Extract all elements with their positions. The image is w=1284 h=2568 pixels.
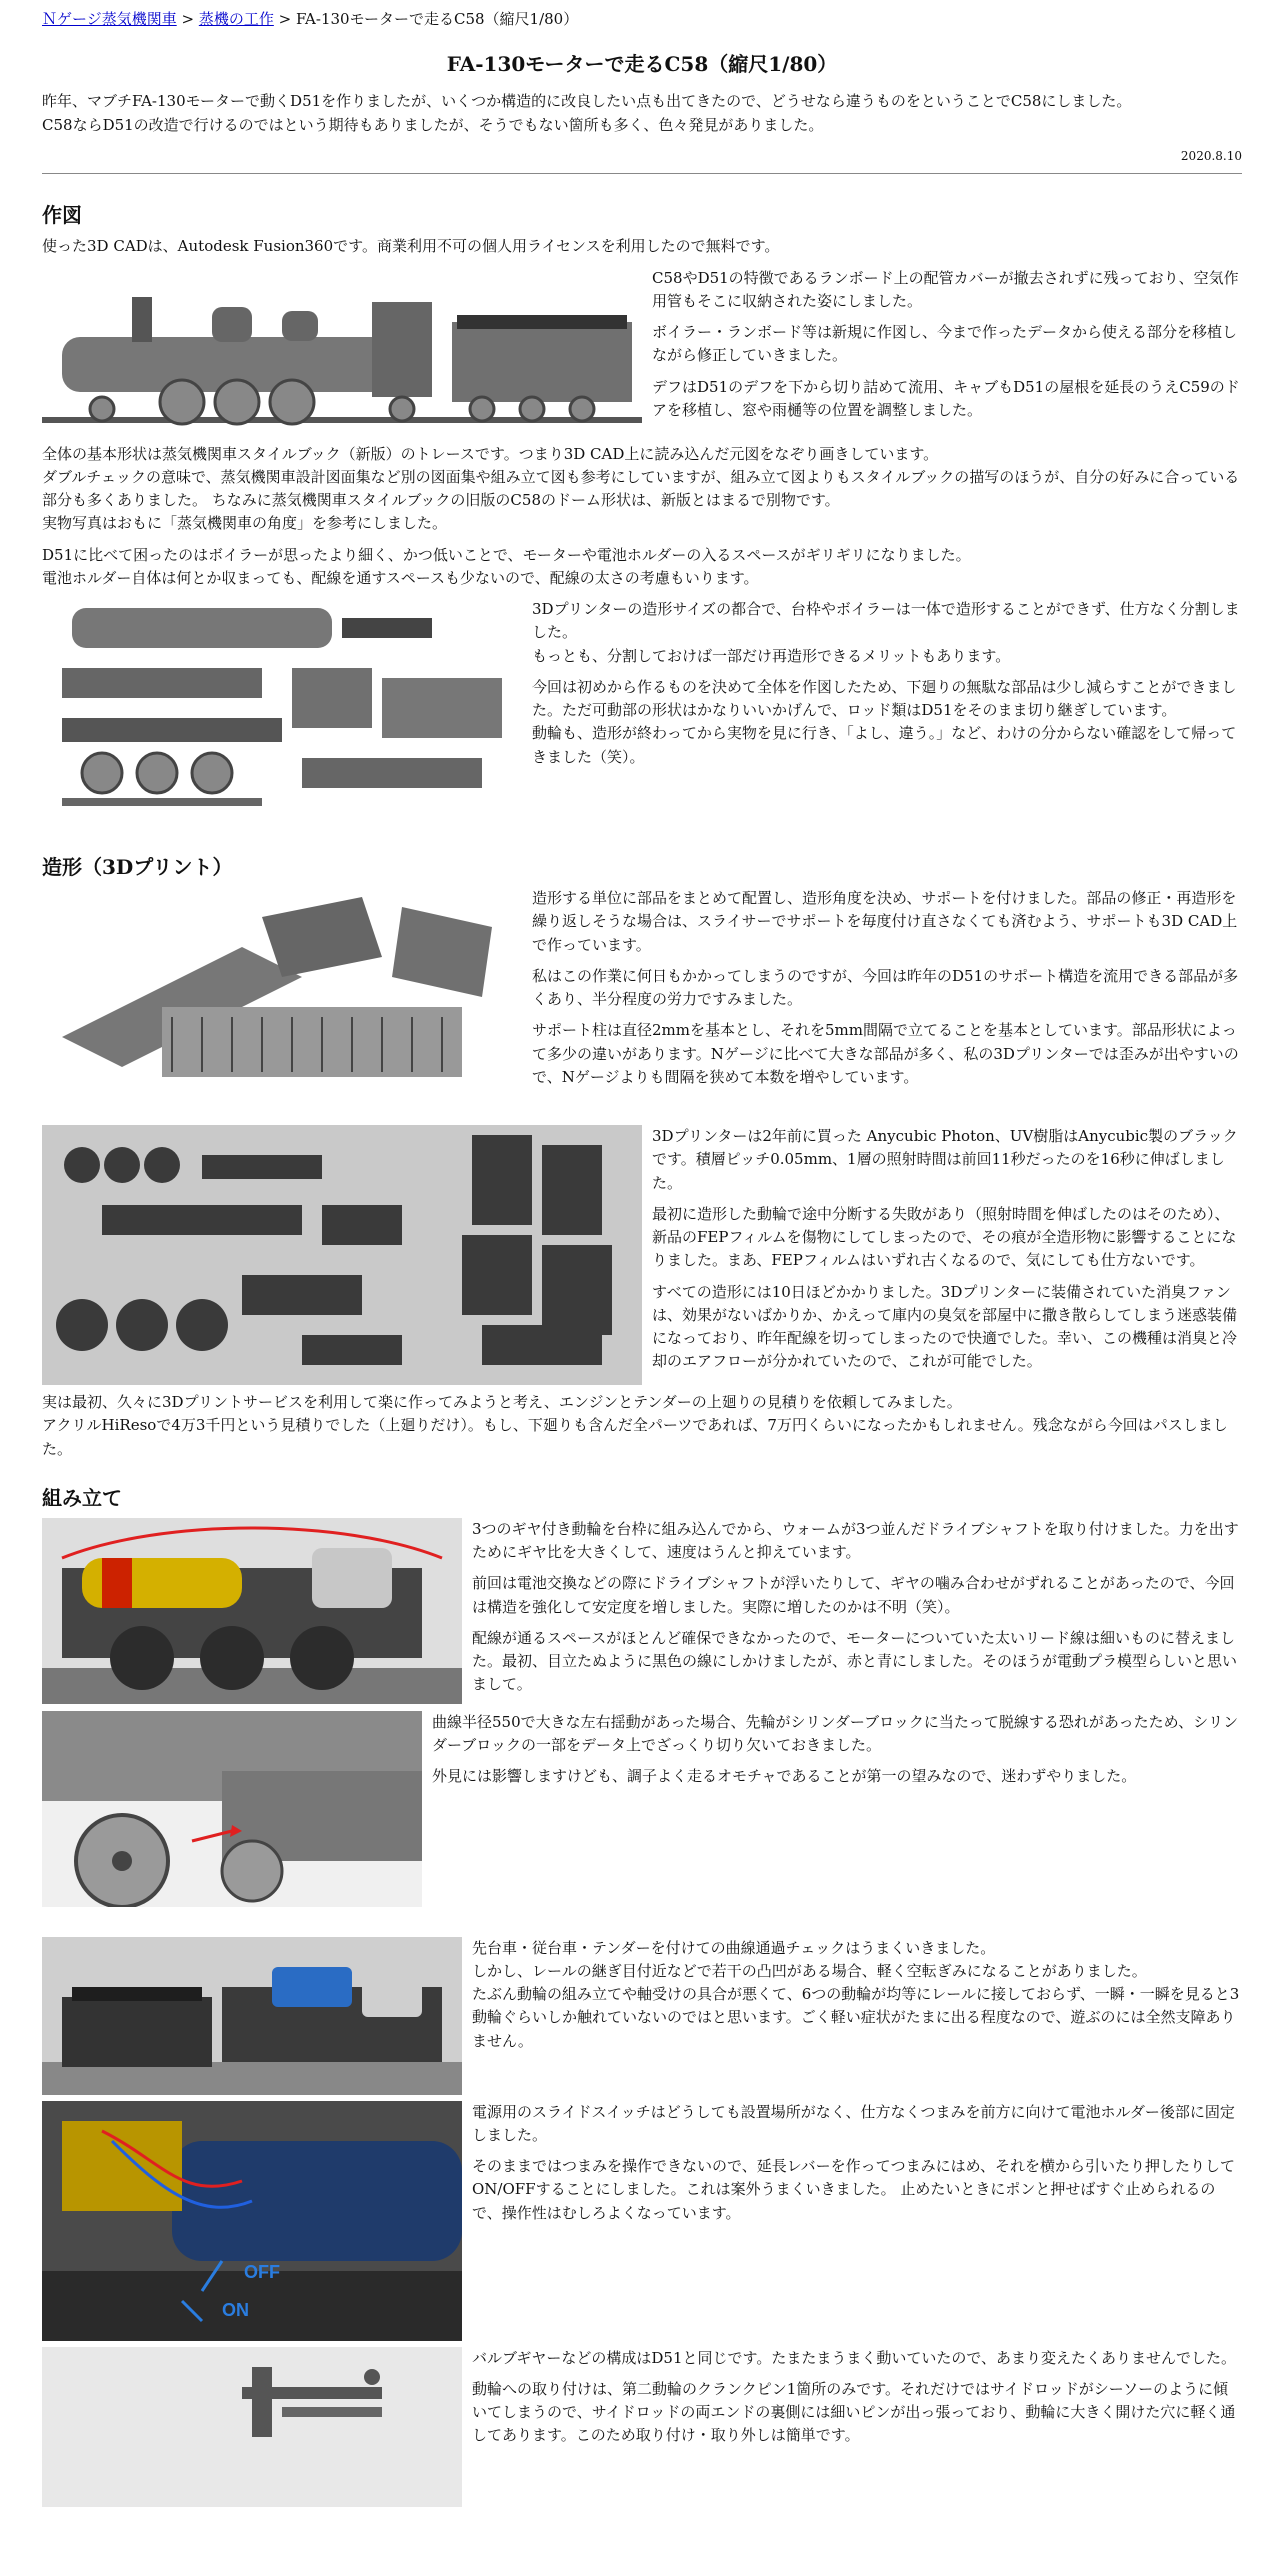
section-lead: 使った3D CADは、Autodesk Fusion360です。商業利用不可の個人用ライセンスを利用したので無料です。 xyxy=(42,237,780,256)
print-service-notes xyxy=(42,1391,1242,1461)
paragraph: しかし、レールの継ぎ目付近などで若干の凸凹がある場合、軽く空転ぎみになることがありました。 xyxy=(472,1961,1147,1980)
breadcrumb-separator: > xyxy=(273,10,296,28)
page-content xyxy=(42,0,1242,2513)
paragraph: 私はこの作業に何日もかかってしまうのですが、今回は昨年のD51のサポート構造を流用できる部品が多くあり、半分程度の労力ですみました。 xyxy=(532,966,1239,1009)
switch-graphic xyxy=(42,2101,462,2341)
printed-parts-photo xyxy=(42,1125,642,1385)
exploded-view-image xyxy=(42,598,522,818)
paragraph: 全体の基本形状は蒸気機関車スタイルブック（新版）のトレースです。つまり3D CAD上に読み込んだ元図をなぞり画きしています。 xyxy=(42,444,939,463)
paragraph: 実物写真はおもに「蒸気機関車の角度」を参考にしました。 xyxy=(42,514,448,533)
switch-description xyxy=(472,2101,1242,2341)
cad-description xyxy=(652,267,1242,437)
paragraph: 3Dプリンターの造形サイズの都合で、台枠やボイラーは一体で造形することができず、仕方なく分割しました。 xyxy=(532,600,1240,642)
paragraph: 配線が通るスペースがほとんど確保できなかったので、モーターについていた太いリード線は細いものに替えました。最初、目立たぬように黒色の線にしかけましたが、赤と青にしました。そのほうが電動プラ模型らしいと思いまして。 xyxy=(472,1628,1238,1694)
valve-gear-photo xyxy=(42,2347,462,2507)
intro xyxy=(42,90,1242,137)
intro-paragraph: 昨年、マブチFA-130モーターで動くD51を作りましたが、いくつか構造的に改良したい点も出てきたので、どうせなら違うものをということでC58にしました。 xyxy=(42,92,1132,111)
paragraph: 3つのギヤ付き動輪を台枠に組み込んでから、ウォームが3つ並んだドライブシャフトを取り付けました。力を出すためにギヤ比を大きくして、速度はうんと抑えています。 xyxy=(472,1519,1239,1562)
paragraph: 先台車・従台車・テンダーを付けての曲線通過チェックはうまくいきました。 xyxy=(472,1938,996,1957)
locomotive-render-graphic xyxy=(42,267,642,437)
cylinder-cut-description xyxy=(432,1711,1242,1907)
section-heading-zoukei: 造形（3Dプリント） xyxy=(42,855,233,880)
paragraph: サポート柱は直径2mmを基本とし、それを5mm間隔で立てることを基本としています。部品形状によって多少の違いがあります。Nゲージに比べて大きな部品が多く、私の3Dプリンターでは歪みが出やすいので、Nゲージよりも間隔を狭めて本数を増やしています。 xyxy=(532,1021,1239,1086)
support-layout-image xyxy=(42,887,522,1087)
paragraph: 最初に造形した動輪で途中分断する失敗があり（照射時間を伸ばしたのはそのため）、新品のFEPフィルムを傷物にしてしまったので、その痕が全造形物に影響することになりました。まあ、FEPフィルムはいずれ古くなるので、気にしても仕方ないです。 xyxy=(652,1204,1237,1270)
paragraph: 前回は電池交換などの際にドライブシャフトが浮いたりして、ギヤの噛み合わせがずれることがあったので、今回は構造を強化して安定度を増しました。実際に増したのかは不明（笑）。 xyxy=(472,1574,1235,1616)
paragraph: 電源用のスライドスイッチはどうしても設置場所がなく、仕方なくつまみを前方に向けて電池ホルダー後部に固定しました。 xyxy=(472,2102,1235,2144)
breadcrumb-link-parent[interactable]: 蒸機の工作 xyxy=(198,10,274,28)
publish-date: 2020.8.10 xyxy=(1180,148,1242,163)
valve-gear-graphic xyxy=(42,2347,462,2507)
exploded-view-row xyxy=(42,598,1242,818)
sakuzu-notes xyxy=(42,443,1242,591)
paragraph: すべての造形には10日ほどかかりました。3Dプリンターに装備されていた消臭ファンは、効果がないばかりか、かえって庫内の臭気を部屋中に撒き散らしてしまう迷惑装備になっており、昨年配線を切ってしまったので快適でした。幸い、この機種は消臭と冷却のエアフローが分かれていたので、これが可能でした。 xyxy=(652,1282,1238,1371)
cylinder-cut-graphic xyxy=(42,1711,422,1907)
paragraph: 動輪も、造形が終わってから実物を見に行き、「よし、違う。」など、わけの分からない確認をして帰ってきました（笑）。 xyxy=(532,724,1237,766)
paragraph: C58やD51の特徴であるランボード上の配管カバーが撤去されずに残っており、空気作用管もそこに収納された姿にしました。 xyxy=(652,268,1239,310)
paragraph: D51に比べて困ったのはボイラーが思ったより細く、かつ低いことで、モーターや電池ホルダーの入るスペースがギリギリになりました。 xyxy=(42,545,971,564)
switch-photo xyxy=(42,2101,462,2341)
section-heading-sakuzu: 作図 xyxy=(42,203,82,228)
printed-parts-graphic xyxy=(42,1125,642,1385)
breadcrumb-link-home[interactable]: Ｎゲージ蒸気機関車 xyxy=(42,10,177,28)
on-label: ON xyxy=(222,2299,249,2320)
drivetrain-photo xyxy=(42,1518,462,1704)
support-layout-graphic xyxy=(42,887,522,1087)
printed-parts-row xyxy=(42,1125,1242,1385)
paragraph: デフはD51のデフを下から切り詰めて流用、キャブもD51の屋根を延長のうえC59のドアを移植し、窓や雨樋等の位置を調整しました。 xyxy=(652,377,1240,419)
page-title: FA-130モーターで走るC58（縮尺1/80） xyxy=(446,52,838,77)
drivetrain-row xyxy=(42,1518,1242,1705)
paragraph: 実は最初、久々に3Dプリントサービスを利用して楽に作ってみようと考え、エンジンとテンダーの上廻りの見積りを依頼してみました。 xyxy=(42,1393,962,1412)
drivetrain-graphic xyxy=(42,1518,462,1704)
paragraph: たぶん動輪の組み立てや軸受けの具合が悪くて、6つの動輪が均等にレールに接しておらず、一瞬・一瞬を見ると3動輪ぐらいしか触れていないのではと思います。ごく軽い症状がたまに出る程度なので、遊ぶのには全然支障ありません。 xyxy=(472,1985,1240,2050)
curve-test-photo xyxy=(42,1937,462,2095)
paragraph: 曲線半径550で大きな左右揺動があった場合、先輪がシリンダーブロックに当たって脱線する恐れがあったため、シリンダーブロックの一部をデータ上でざっくり切り欠いておきました。 xyxy=(432,1712,1239,1754)
paragraph: 造形する単位に部品をまとめて配置し、造形角度を決め、サポートを付けました。部品の修正・再造形を繰り返しそうな場合は、スライサーでサポートを毎度付け直さなくても済むよう、サポートも3D CAD上で作っています。 xyxy=(532,889,1238,954)
valve-gear-row xyxy=(42,2347,1242,2507)
off-label: OFF xyxy=(244,2261,280,2282)
curve-test-description xyxy=(472,1937,1242,2095)
paragraph: 動輪への取り付けは、第二動輪のクランクピン1箇所のみです。それだけではサイドロッドがシーソーのように傾いてしまうので、サイドロッドの両エンドの裏側には細いピンが出っ張っており、動輪に大きく開けた穴に軽く通してあります。このため取り付け・取り外しは簡単です。 xyxy=(472,2379,1236,2445)
curve-test-graphic xyxy=(42,1937,462,2095)
paragraph: そのままではつまみを操作できないので、延長レバーを作ってつまみにはめ、それを横から引いたり押したりしてON/OFFすることにしました。これは案外うまくいきました。 止めたいときにポンと押せばすぐ止められるので、操作性はむしろよくなっています。 xyxy=(472,2157,1236,2222)
breadcrumb xyxy=(42,8,1242,31)
support-layout-row xyxy=(42,887,1242,1097)
switch-row xyxy=(42,2101,1242,2341)
paragraph: アクリルHiResoで4万3千円という見積りでした（上廻りだけ）。もし、下廻りも含んだ全パーツであれば、7万円くらいになったかもしれません。残念ながら今回はパスしました。 xyxy=(42,1416,1228,1458)
curve-test-row xyxy=(42,1937,1242,2095)
breadcrumb-separator: > xyxy=(176,10,199,28)
section-heading-kumitate: 組み立て xyxy=(42,1485,122,1510)
paragraph: 3Dプリンターは2年前に買った Anycubic Photon、UV樹脂はAnycubic製のブラックです。積層ピッチ0.05mm、1層の照射時間は前回11秒だったのを16秒に伸ばしました。 xyxy=(652,1127,1238,1192)
cylinder-cut-image xyxy=(42,1711,422,1907)
paragraph: 今回は初めから作るものを決めて全体を作図したため、下廻りの無駄な部品は少し減らすことができました。ただ可動部の形状はかなりいいかげんで、ロッド類はD51をそのまま切り継ぎしています。 xyxy=(532,677,1237,720)
support-description xyxy=(532,887,1242,1097)
exploded-parts-graphic xyxy=(42,598,522,818)
drivetrain-description xyxy=(472,1518,1242,1705)
paragraph: もっとも、分割しておけば一部だけ再造形できるメリットもあります。 xyxy=(532,646,1011,665)
divider xyxy=(42,173,1242,174)
paragraph: ダブルチェックの意味で、蒸気機関車設計図面集など別の図面集や組み立て図も参考にしていますが、組み立て図よりもスタイルブックの描写のほうが、自分の好みに合っている部分も多くありました。 ちなみに蒸気機関車スタイルブックの旧版のC58のドーム形状は、新版とはまるで別物です。 xyxy=(42,467,1240,510)
paragraph: バルブギヤーなどの構成はD51と同じです。たまたまうまく動いていたので、あまり変えたくありませんでした。 xyxy=(472,2348,1237,2367)
intro-paragraph: C58ならD51の改造で行けるのではという期待もありましたが、そうでもない箇所も多く、色々発見がありました。 xyxy=(42,115,824,134)
cylinder-cut-row xyxy=(42,1711,1242,1907)
paragraph: 電池ホルダー自体は何とか収まっても、配線を通すスペースも少ないので、配線の太さの考慮もいります。 xyxy=(42,568,759,587)
paragraph: 外見には影響しますけども、調子よく走るオモチャであることが第一の望みなので、迷わずやりました。 xyxy=(432,1767,1137,1786)
exploded-view-description xyxy=(532,598,1242,818)
cad-render-row xyxy=(42,267,1242,437)
valve-gear-description xyxy=(472,2347,1242,2507)
breadcrumb-current: FA-130モーターで走るC58（縮尺1/80） xyxy=(295,10,579,28)
paragraph: ボイラー・ランボード等は新規に作図し、今まで作ったデータから使える部分を移植しながら修正していきました。 xyxy=(652,323,1238,365)
printer-description xyxy=(652,1125,1242,1385)
cad-render-image xyxy=(42,267,642,437)
